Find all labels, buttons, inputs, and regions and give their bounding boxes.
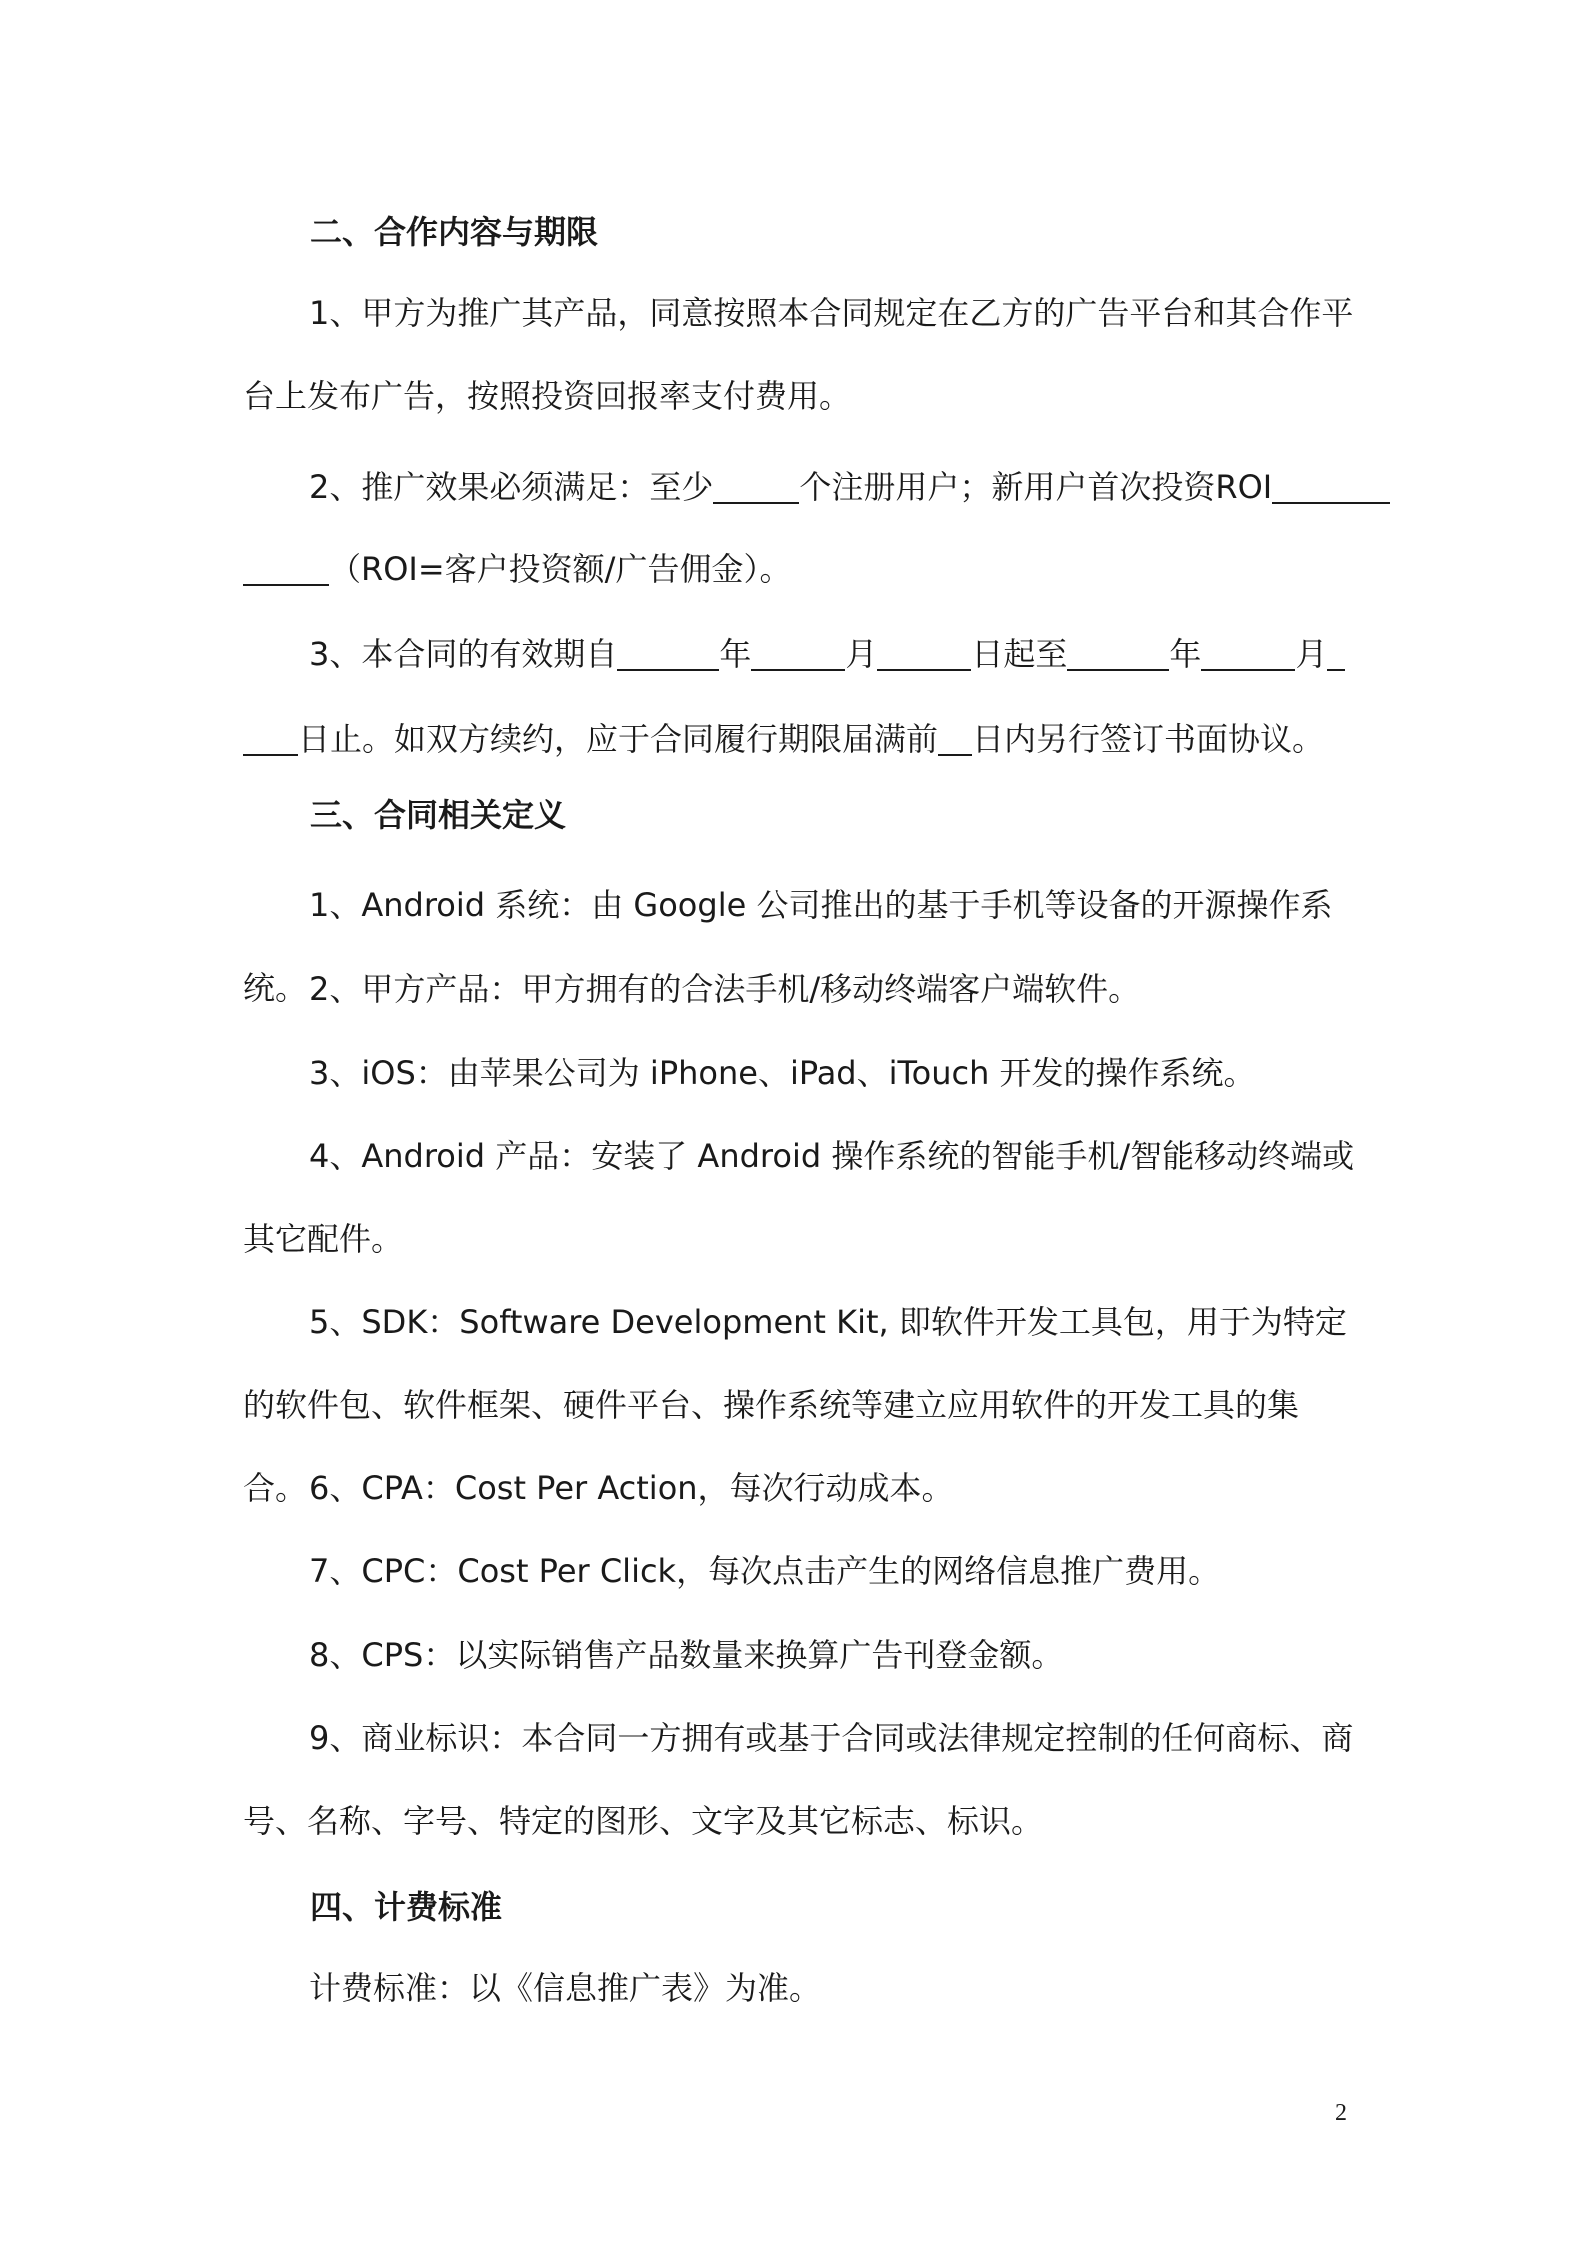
definition-4: 4、Android 产品：安装了 Android 操作系统的智能手机/智能移动终端或其它配件。: [243, 1137, 1355, 1258]
blank-start-day: [877, 639, 971, 671]
section-4-heading: 四、计费标准: [310, 1888, 503, 1926]
blank-end-month: [1201, 639, 1295, 671]
item-3-day-from: 日起至: [971, 635, 1068, 673]
section-2-heading: 二、合作内容与期限: [310, 213, 599, 251]
item-3-year-2: 年: [1169, 635, 1202, 673]
item-2-text-c: （ROI=客户投资额/广告佣金）。: [329, 550, 792, 588]
blank-end-day-part-1: [1327, 639, 1345, 671]
blank-roi-part-2: [243, 554, 329, 586]
definition-3: 3、iOS：由苹果公司为 iPhone、iPad、iTouch 开发的操作系统。: [309, 1054, 1256, 1092]
blank-roi-part-1: [1272, 472, 1390, 504]
section-2-item-3-line-2: [243, 717, 1324, 761]
item-2-text-b: 个注册用户；新用户首次投资ROI: [799, 468, 1273, 506]
blank-renewal-days: [938, 724, 972, 756]
blank-start-year: [617, 639, 719, 671]
item-3-year-1: 年: [719, 635, 752, 673]
section-3-heading: 三、合同相关定义: [310, 796, 567, 834]
item-3-day-to: 日止。如双方续约，应于合同履行期限届满前: [298, 720, 939, 758]
section-4-text: 计费标准：以《信息推广表》为准。: [309, 1969, 822, 2007]
item-3-month-1: 月: [845, 635, 878, 673]
definition-7: 7、CPC：Cost Per Click，每次点击产生的网络信息推广费用。: [309, 1552, 1221, 1590]
item-3-text-a: 3、本合同的有效期自: [309, 635, 618, 673]
blank-start-month: [751, 639, 845, 671]
page-number: 2: [1335, 2100, 1347, 2126]
item-3-month-2: 月: [1295, 635, 1328, 673]
blank-registered-users: [713, 472, 799, 504]
section-2-item-3-line-1: [309, 632, 1345, 676]
item-3-end: 日内另行签订书面协议。: [972, 720, 1325, 758]
blank-end-year: [1067, 639, 1169, 671]
definition-9: 9、商业标识：本合同一方拥有或基于合同或法律规定控制的任何商标、商号、名称、字号、特定的图形、文字及其它标志、标识。: [243, 1719, 1354, 1840]
definition-1: 1、Android 系统：由 Google 公司推出的基于手机等设备的开源操作系统。: [243, 886, 1333, 1007]
definition-6: 6、CPA：Cost Per Action，每次行动成本。: [309, 1469, 954, 1507]
definition-8: 8、CPS：以实际销售产品数量来换算广告刊登金额。: [309, 1636, 1064, 1674]
item-2-text-a: 2、推广效果必须满足：至少: [309, 468, 714, 506]
blank-end-day-part-2: [243, 724, 298, 756]
definition-5: 5、SDK：Software Development Kit, 即软件开发工具包，用于为特定的软件包、软件框架、硬件平台、操作系统等建立应用软件的开发工具的集合。: [243, 1303, 1347, 1507]
section-2-item-2-line-1: [309, 465, 1390, 509]
definition-2: 2、甲方产品：甲方拥有的合法手机/移动终端客户端软件。: [309, 970, 1141, 1008]
section-2-item-1: 1、甲方为推广其产品，同意按照本合同规定在乙方的广告平台和其合作平台上发布广告，按照投资回报率支付费用。: [243, 294, 1354, 415]
section-2-item-2-line-2: [243, 547, 791, 591]
